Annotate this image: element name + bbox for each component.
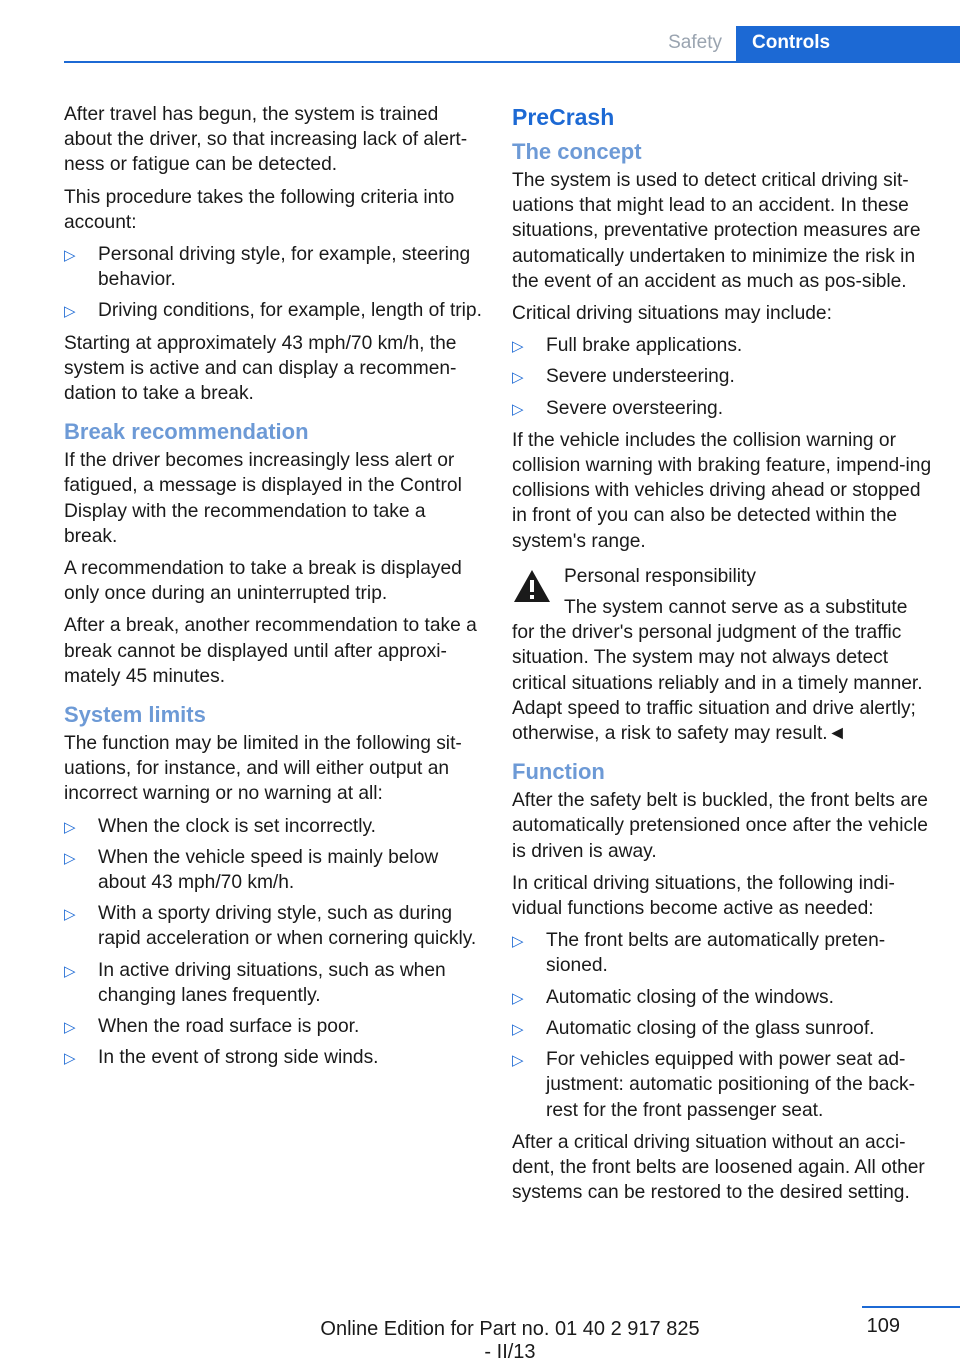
paragraph: If the vehicle includes the collision warning or collision warning with braking feature, impend‐ing collisions with vehicles driving ahead or stopped in front of you can also be detected within the system's range. [512, 429, 932, 552]
list-item: ▷ When the road surface is poor. [64, 1014, 484, 1039]
paragraph: After a break, another recommendation to take a break cannot be displayed until after approxi‐mately 45 minutes. [64, 615, 477, 687]
list-item: ▷ In the event of strong side winds. [64, 1045, 484, 1070]
list-item: ▷ When the clock is set incorrectly. [64, 814, 484, 839]
list-item: ▷ Automatic closing of the windows. [512, 985, 936, 1010]
right-column [512, 102, 936, 1212]
paragraph: Starting at approximately 43 mph/70 km/h, the system is active and can display a recommen‐dation to take a break. [64, 332, 457, 405]
heading-the-concept: The concept [512, 139, 642, 164]
triangle-bullet-icon: ▷ [64, 247, 76, 265]
left-column [64, 102, 484, 1078]
triangle-bullet-icon: ▷ [64, 818, 76, 836]
triangle-bullet-icon: ▷ [512, 1052, 524, 1070]
paragraph: If the driver becomes increasingly less alert or fatigued, a message is displayed in the Control Display with the recommendation to take a break. [64, 450, 462, 547]
list-item: ▷ Automatic closing of the glass sunroof. [512, 1016, 936, 1041]
triangle-bullet-icon: ▷ [512, 933, 524, 951]
list-item: ▷ Driving conditions, for example, length of trip. [64, 298, 484, 323]
paragraph: After the safety belt is buckled, the front belts are automatically pretensioned once after the vehicle is driven is away. [512, 790, 928, 862]
header-section-safety: Safety [668, 32, 722, 53]
heading-precrash: PreCrash [512, 104, 615, 130]
header-rule [64, 61, 960, 63]
warning-text: for the driver's personal judgment of the traffic situation. The system may not always detect critical situations reliably and in a timely manner. Adapt speed to traffic situation and drive alertly; otherwise, a risk to safety may result.◄ [512, 622, 923, 745]
header-chapter-controls: Controls [736, 26, 960, 61]
criteria-list [64, 242, 484, 324]
list-item: ▷ Severe understeering. [512, 364, 936, 389]
triangle-bullet-icon: ▷ [64, 1050, 76, 1068]
warning-box [512, 564, 936, 746]
heading-function: Function [512, 759, 605, 785]
edition-note: Online Edition for Part no. 01 40 2 917 825 - II/13 [320, 1318, 700, 1363]
paragraph: Critical driving situations may include: [512, 303, 832, 325]
triangle-bullet-icon: ▷ [512, 1020, 524, 1038]
triangle-bullet-icon: ▷ [64, 962, 76, 980]
list-item: ▷ For vehicles equipped with power seat ad‐justment: automatic positioning of the back‐rest for the front passenger seat. [512, 1049, 916, 1121]
warning-title: Personal responsibility [564, 565, 756, 587]
triangle-bullet-icon: ▷ [64, 303, 76, 321]
triangle-bullet-icon: ▷ [64, 1019, 76, 1037]
triangle-bullet-icon: ▷ [512, 989, 524, 1007]
list-item: ▷ Personal driving style, for example, steering behavior. [64, 244, 471, 291]
heading-system-limits: System limits [64, 702, 206, 728]
footer-rule [862, 1306, 960, 1308]
heading-break-recommendation: Break recommendation [64, 419, 309, 445]
triangle-bullet-icon: ▷ [64, 906, 76, 924]
list-item: ▷ Full brake applications. [512, 333, 936, 358]
paragraph: A recommendation to take a break is displayed only once during an uninterrupted trip. [64, 558, 462, 605]
triangle-bullet-icon: ▷ [512, 400, 524, 418]
paragraph: This procedure takes the following criteria into account: [64, 186, 455, 233]
triangle-bullet-icon: ▷ [64, 849, 76, 867]
limits-list [64, 814, 484, 1071]
page-number: 109 [866, 1315, 900, 1337]
list-item: ▷ In active driving situations, such as when changing lanes frequently. [64, 959, 446, 1006]
list-item: ▷ The front belts are automatically preten‐sioned. [512, 930, 886, 977]
paragraph: The function may be limited in the following sit‐uations, for instance, and will either output an incorrect warning or no warning at all: [64, 733, 462, 805]
critical-situations-list [512, 333, 936, 421]
paragraph: After travel has begun, the system is trained about the driver, so that increasing lack of alert‐ness or fatigue can be detected. [64, 104, 468, 176]
list-item: ▷ Severe oversteering. [512, 396, 936, 421]
paragraph: The system is used to detect critical driving sit‐uations that might lead to an accident. In these situations, preventative protection measures are automatically undertaken to minimize the risk in the event of an accident as much as pos‐sible. [512, 170, 921, 292]
paragraph: In critical driving situations, the following indi‐vidual functions become active as needed: [512, 872, 895, 920]
warning-text: The system cannot serve as a substitute [564, 597, 908, 619]
paragraph: After a critical driving situation without an acci‐dent, the front belts are loosened again. All other systems can be restored to the desired setting. [512, 1131, 925, 1204]
triangle-bullet-icon: ▷ [512, 338, 524, 356]
functions-list [512, 928, 936, 1122]
warning-triangle-icon [512, 568, 552, 604]
list-item: ▷ When the vehicle speed is mainly below about 43 mph/70 km/h. [64, 846, 439, 894]
list-item: ▷ With a sporty driving style, such as during rapid acceleration or when cornering quickly. [64, 903, 477, 950]
triangle-bullet-icon: ▷ [512, 369, 524, 387]
